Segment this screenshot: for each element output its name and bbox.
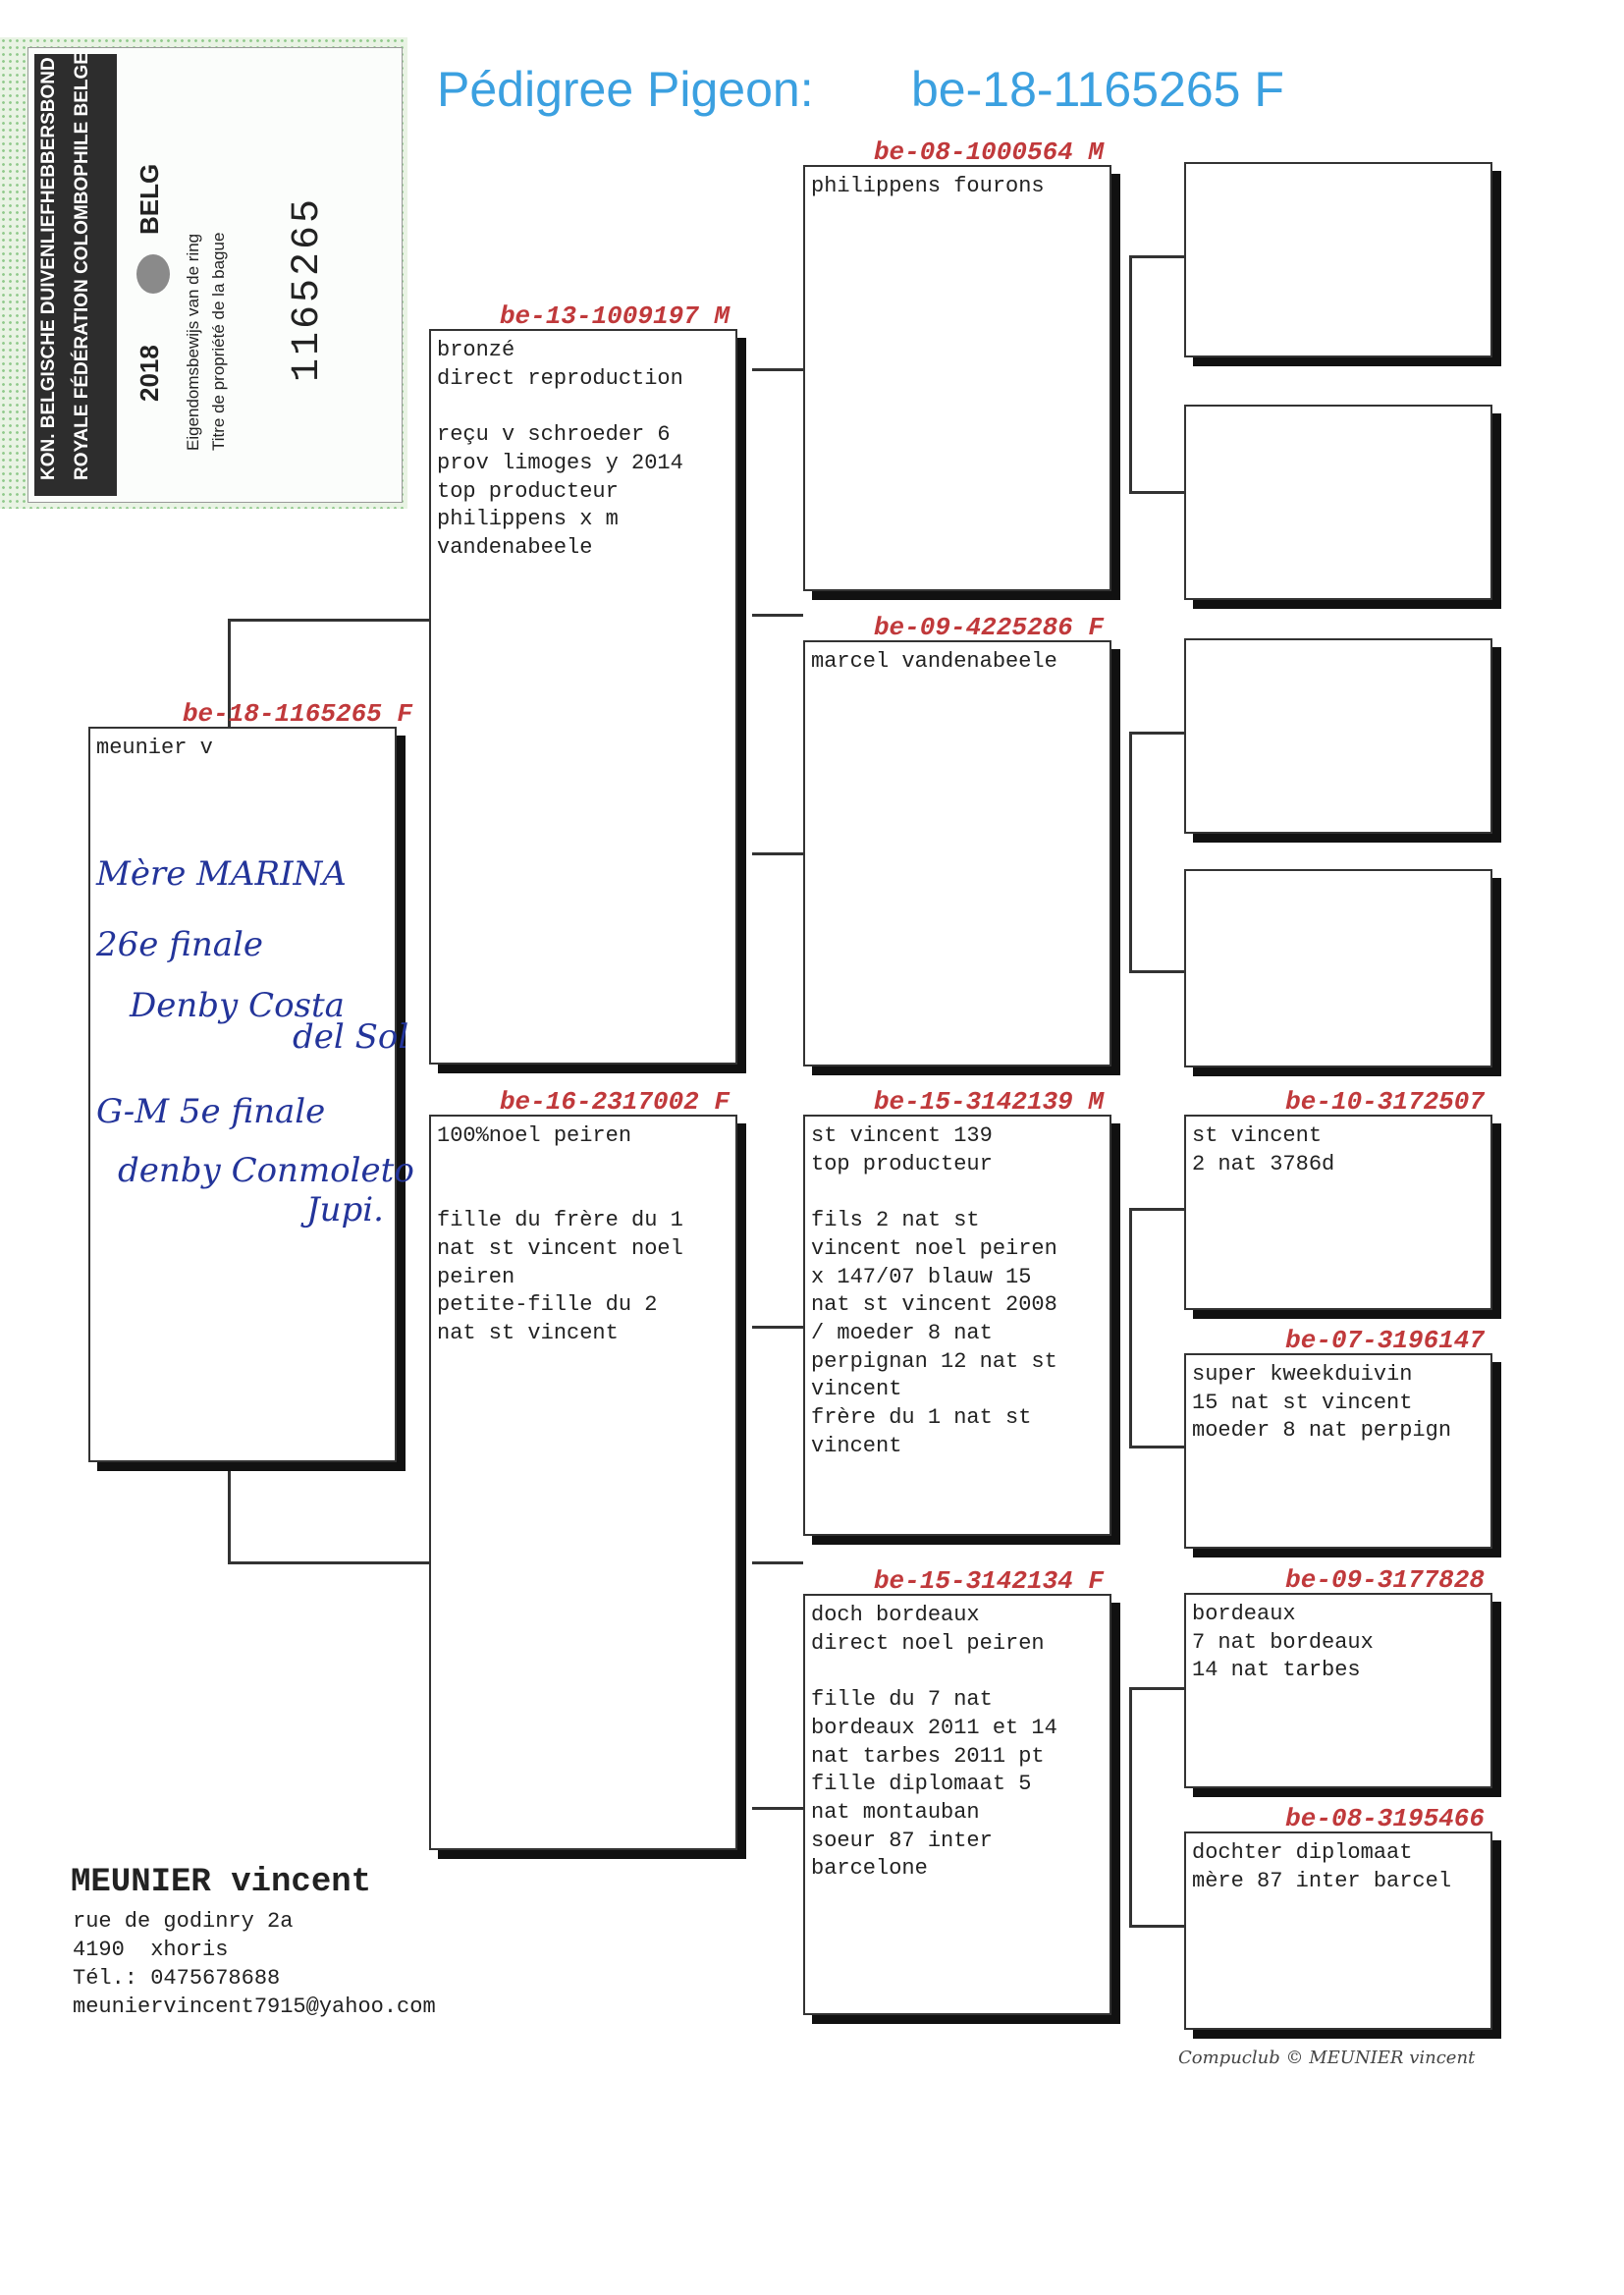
ring-number: be-18-1165265 F [182, 699, 412, 729]
ring-number: be-15-3142139 M [873, 1087, 1104, 1117]
connector-line [1129, 1208, 1132, 1448]
pigeon-notes: doch bordeaux direct noel peiren fille du 7 nat bordeaux 2011 et 14 nat tarbes 2011 pt fille diplomaat 5 nat montauban soeur 87 inter barcelone [811, 1603, 1057, 1882]
ring-number: 1165265 [286, 195, 330, 382]
footer-credit: Compuclub © MEUNIER vincent [1178, 2048, 1476, 2068]
owner-email: meuniervincent7915@yahoo.com [73, 1994, 436, 2019]
pigeon-box-subject [88, 699, 414, 1462]
pigeon-notes: st vincent 2 nat 3786d [1192, 1123, 1335, 1176]
pigeon-box-gg-8 [1184, 1804, 1492, 2030]
pigeon-notes: 100%noel peiren fille du frère du 1 nat st vincent noel peiren petite-fille du 2 nat st vincent [437, 1123, 683, 1345]
ring-number: be-15-3142134 F [873, 1566, 1104, 1596]
pigeon-box-gg-3 [1184, 638, 1492, 834]
ring-number: be-16-2317002 F [499, 1087, 730, 1117]
pigeon-notes: st vincent 139 top producteur fils 2 nat st vincent noel peiren x 147/07 blauw 15 nat st vincent 2008 / moeder 8 nat perpignan 12 nat st vincent frère du 1 nat st vincent [811, 1123, 1057, 1458]
pigeon-notes: bronzé direct reproduction reçu v schroeder 6 prov limoges y 2014 top producteur philippens x m vandenabeele [437, 338, 683, 560]
federation-name-fr: ROYALE FÉDÉRATION COLOMBOPHILE BELGE [72, 52, 92, 480]
pigeon-box-gg-6 [1184, 1326, 1492, 1549]
connector-line [1129, 732, 1132, 972]
page-title: Pédigree Pigeon: [437, 62, 814, 117]
connector-line [752, 1807, 803, 1810]
connector-line [752, 614, 803, 617]
handwritten-note: del Sol [293, 1017, 409, 1057]
handwritten-note: G-M 5e finale [96, 1092, 326, 1131]
crest-icon [136, 254, 170, 294]
ownership-label-nl: Eigendomsbewijs van de ring [184, 233, 202, 451]
connector-line [1129, 970, 1184, 973]
pigeon-box-gg-1 [1184, 162, 1492, 357]
connector-line [1129, 1208, 1184, 1211]
connector-line [752, 368, 803, 371]
ring-number: be-10-3172507 [1285, 1087, 1485, 1117]
connector-line [1129, 1687, 1184, 1690]
connector-line [1129, 1925, 1184, 1928]
handwritten-note: Denby Costa [130, 986, 345, 1025]
pigeon-box-dam-sire [803, 1087, 1111, 1536]
connector-line [228, 1561, 429, 1564]
ring-year: 2018 [135, 345, 164, 402]
pigeon-notes: philippens fourons [811, 174, 1045, 198]
connector-line [228, 619, 429, 622]
handwritten-note: 26e finale [96, 925, 264, 964]
ownership-label-fr: Titre de propriété de la bague [209, 232, 228, 451]
handwritten-note: Jupi. [306, 1190, 384, 1229]
connector-line [1129, 1687, 1132, 1927]
pigeon-box-gg-7 [1184, 1565, 1492, 1788]
connector-line [1129, 491, 1184, 494]
pigeon-box-dam-dam [803, 1566, 1111, 2015]
pigeon-box-sire-sire [803, 137, 1111, 591]
ring-number: be-09-4225286 F [873, 613, 1104, 642]
ring-number: be-08-1000564 M [873, 137, 1104, 167]
ring-card-inner [27, 47, 403, 503]
owner-name: MEUNIER vincent [71, 1864, 372, 1901]
ring-number: be-07-3196147 [1285, 1326, 1485, 1355]
ring-country: BELG [135, 163, 164, 235]
title-ring-number: be-18-1165265 F [911, 62, 1284, 117]
owner-street: rue de godinry 2a [73, 1909, 294, 1934]
pigeon-box-gg-5 [1184, 1087, 1492, 1310]
connector-line [1129, 255, 1184, 258]
pigeon-box-sire-dam [803, 613, 1111, 1066]
pigeon-notes: dochter diplomaat mère 87 inter barcel [1192, 1840, 1452, 1893]
ring-number: be-13-1009197 M [499, 301, 730, 331]
connector-line [752, 1561, 803, 1564]
connector-line [228, 1458, 231, 1561]
connector-line [1129, 255, 1132, 494]
owner-phone: Tél.: 0475678688 [73, 1966, 281, 1991]
ring-ownership-card [0, 37, 407, 509]
ring-number: be-09-3177828 [1285, 1565, 1485, 1595]
connector-line [752, 852, 803, 855]
handwritten-note: Mère MARINA [96, 854, 347, 894]
connector-line [1129, 732, 1184, 735]
pigeon-box-gg-2 [1184, 405, 1492, 600]
owner-city: 4190 xhoris [73, 1938, 229, 1962]
connector-line [752, 1326, 803, 1329]
connector-line [1129, 1446, 1184, 1448]
pigeon-box-sire [429, 301, 737, 1065]
pigeon-box-gg-4 [1184, 869, 1492, 1067]
pigeon-notes: meunier v [96, 736, 213, 760]
pigeon-notes: bordeaux 7 nat bordeaux 14 nat tarbes [1192, 1602, 1374, 1683]
pigeon-notes: marcel vandenabeele [811, 649, 1057, 674]
ring-number: be-08-3195466 [1285, 1804, 1485, 1833]
handwritten-note: denby Conmoleto [118, 1151, 414, 1190]
federation-name-nl: KON. BELGISCHE DUIVENLIEFHEBBERSBOND [38, 57, 59, 480]
pigeon-box-dam [429, 1087, 737, 1850]
pigeon-notes: super kweekduivin 15 nat st vincent moeder 8 nat perpign [1192, 1362, 1452, 1444]
